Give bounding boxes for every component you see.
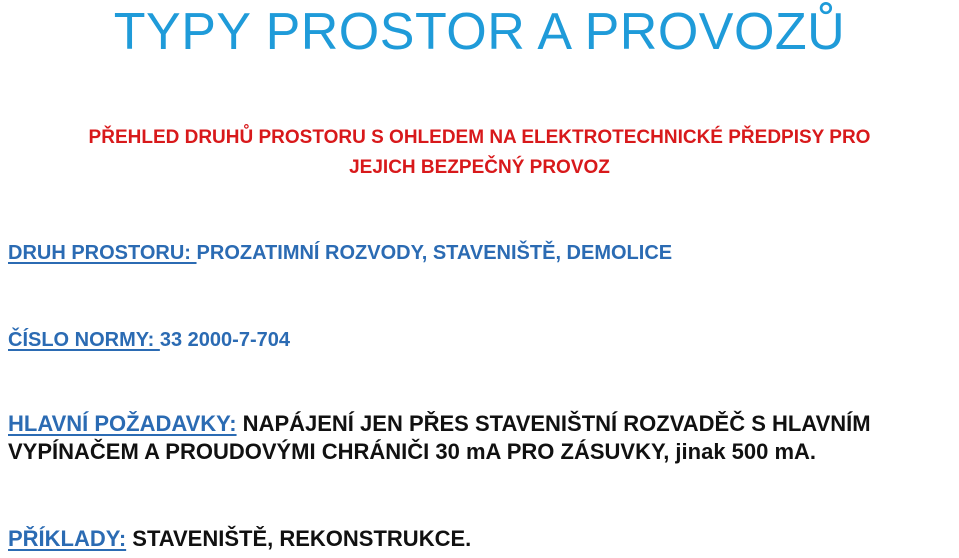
priklady-row (8, 526, 471, 552)
hlavni-pozadavky-value-line-2: VYPÍNAČEM A PROUDOVÝMI CHRÁNIČI 30 mA PRO ZÁSUVKY, jinak 500 mA. (8, 439, 817, 464)
subtitle-line-1: PŘEHLED DRUHŮ PROSTORU S OHLEDEM NA ELEKTROTECHNICKÉ PŘEDPISY PRO (88, 127, 871, 148)
druh-prostoru-value: PROZATIMNÍ ROZVODY, STAVENIŠTĚ, DEMOLICE (196, 242, 673, 264)
hlavni-pozadavky-value-line-1: NAPÁJENÍ JEN PŘES STAVENIŠTNÍ ROZVADĚČ S HLAVNÍM (236, 411, 871, 436)
hlavni-pozadavky-label: HLAVNÍ POŽADAVKY: (8, 411, 237, 436)
subtitle-line-2: JEJICH BEZPEČNÝ PROVOZ (349, 157, 610, 178)
cislo-normy-row (8, 329, 290, 352)
priklady-label: PŘÍKLADY: (8, 526, 127, 551)
cislo-normy-value: 33 2000-7-704 (159, 329, 290, 351)
druh-prostoru-label: DRUH PROSTORU: (8, 242, 197, 264)
hlavni-pozadavky-row (8, 411, 871, 437)
page-title: TYPY PROSTOR A PROVOZŮ (113, 3, 846, 61)
cislo-normy-label: ČÍSLO NORMY: (8, 329, 160, 351)
priklady-value: STAVENIŠTĚ, REKONSTRUKCE. (126, 526, 472, 551)
druh-prostoru-row (8, 242, 672, 265)
